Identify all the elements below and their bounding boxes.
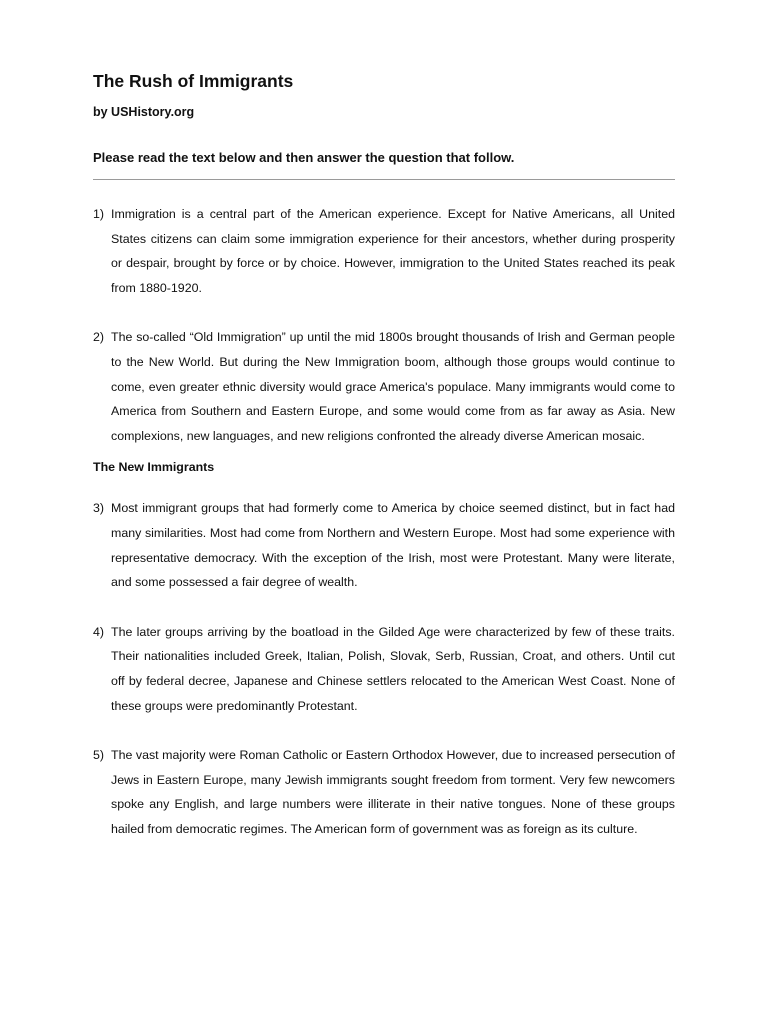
document-byline: by USHistory.org <box>93 105 195 119</box>
paragraph-number: 3) <box>93 501 105 516</box>
paragraph-number: 1) <box>93 207 105 221</box>
paragraph-number: 4) <box>93 624 105 639</box>
horizontal-divider <box>93 179 675 180</box>
paragraph-text: Most immigrant groups that had formerly come to America by choice seemed distinct, but in fact had many similarities. Most had come from Northern and Western Europe. Most had some experience with representative democracy. With the exception of the Irish, most were Protestant. Many were literate, and some possessed a fair degree of wealth. <box>111 501 675 590</box>
document-page <box>93 68 675 841</box>
paragraph-text: Immigration is a central part of the American experience. Except for Native Americans, all United States citizens can claim some immigration experience for their ancestors, whether during prosperity or despair, brought by force or by choice. However, immigration to the United States reached its peak from 1880-1920. <box>111 207 675 295</box>
paragraph-3 <box>93 496 675 594</box>
paragraph-text: The vast majority were Roman Catholic or Eastern Orthodox However, due to increased persecution of Jews in Eastern Europe, many Jewish immigrants sought freedom from torment. Very few newcomers spoke any English, and large numbers were illiterate in their native tongues. None of these groups hailed from democratic regimes. The American form of government was as foreign as its culture. <box>111 748 675 836</box>
paragraph-2 <box>93 325 675 448</box>
paragraph-1 <box>93 202 675 300</box>
paragraph-number: 5) <box>93 748 105 763</box>
document-title: The Rush of Immigrants <box>93 71 294 91</box>
paragraph-5 <box>93 743 675 841</box>
section-heading: The New Immigrants <box>93 460 215 475</box>
reading-instruction: Please read the text below and then answer the question that follow. <box>93 150 515 165</box>
paragraph-text: The so-called “Old Immigration” up until the mid 1800s brought thousands of Irish and German people to the New World. But during the New Immigration boom, although those groups would continue to come, even greater ethnic diversity would grace America's populace. Many immigrants would come to America from Southern and Eastern Europe, and some would come from as far away as Asia. New complexions, new languages, and new religions confronted the already diverse American mosaic. <box>111 330 675 443</box>
paragraph-text: The later groups arriving by the boatload in the Gilded Age were characterized by few of these traits. Their nationalities included Greek, Italian, Polish, Slovak, Serb, Russian, Croat, and others. Until cut off by federal decree, Japanese and Chinese settlers relocated to the American West Coast. None of these groups were predominantly Protestant. <box>111 624 675 713</box>
paragraph-number: 2) <box>93 330 105 345</box>
paragraph-4 <box>93 620 675 718</box>
